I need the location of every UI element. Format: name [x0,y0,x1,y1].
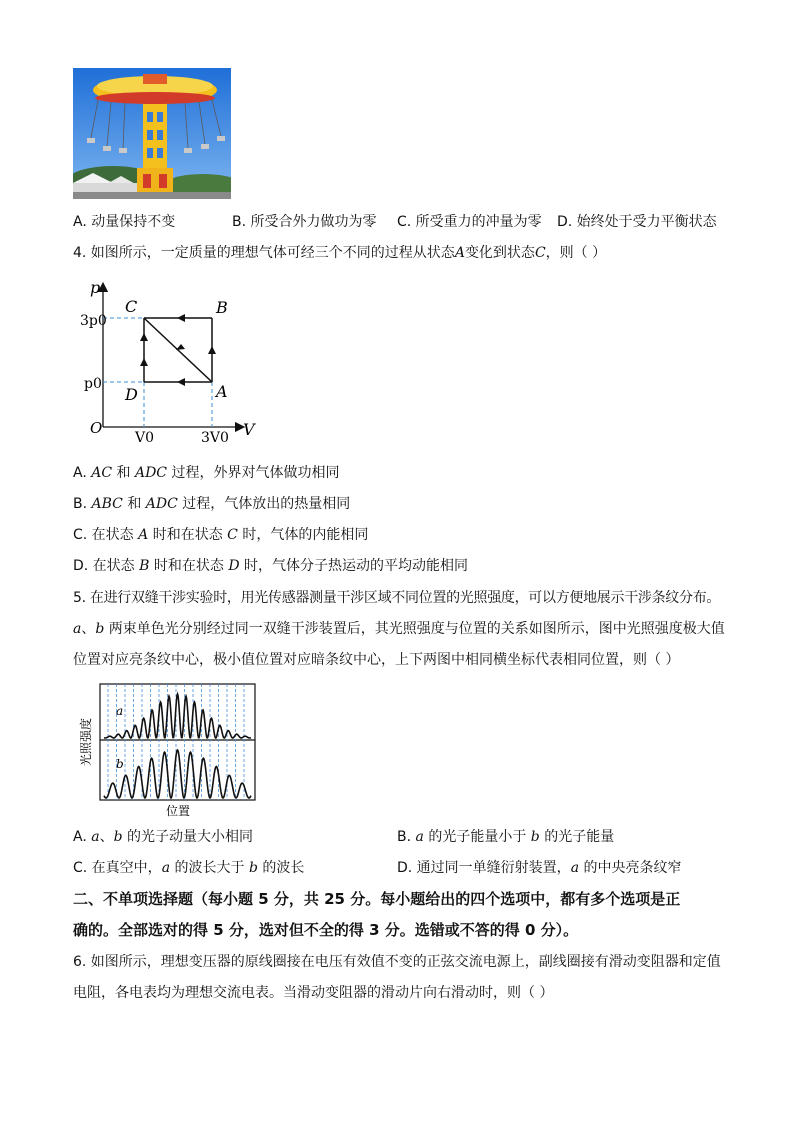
tick-3p0: 3p0 [80,313,107,329]
arrow-a-to-d [177,378,185,386]
chart-ylabel: 光照强度 [79,717,93,767]
arrow-a-to-b [208,346,216,354]
label-a: a [116,704,124,718]
segment-ac [144,318,212,382]
q5-option-c: C. 在真空中，a 的波长大于 b 的波长 [73,860,305,876]
q5-option-a: A. a、b 的光子动量大小相同 [73,829,254,845]
q6-line2: 电阻，各电表均为理想交流电表。当滑动变阻器的滑动片向右滑动时，则（ ） [73,985,554,1001]
label-c: C [125,297,138,316]
q5-line3: 位置对应亮条纹中心，极小值位置对应暗条纹中心，上下两图中相同横坐标代表相同位置，则（ ） [73,652,680,668]
chart-xlabel: 位置 [165,804,191,818]
pv-diagram [80,275,265,450]
label-b: b [116,757,124,771]
q4-option-b: B. ABC 和 ADC 过程，气体放出的热量相同 [73,496,351,512]
arrow-d-to-c-upper [140,333,148,341]
arrow-a-to-c [176,344,185,350]
swing-ride-photo [73,68,231,199]
p-axis-label: p [90,278,101,297]
origin-label: O [90,419,103,437]
section2-heading-line1: 二、不单项选择题（每小题 5 分，共 25 分。每小题给出的四个选项中，都有多个选项是正 [73,890,681,908]
label-d: D [125,385,138,404]
curve-a [104,694,251,738]
arrow-b-to-c [177,314,185,322]
q5-option-d: D. 通过同一单缝衍射装置，a 的中央亮条纹窄 [397,860,682,876]
q3-option-d: D. 始终处于受力平衡状态 [557,214,717,230]
q3-option-c: C. 所受重力的冲量为零 [397,214,542,230]
q5-line2: a、b 两束单色光分别经过同一双缝干涉装置后，其光照强度与位置的关系如图所示，图中光照强度极大值 [73,621,725,637]
tick-p0: p0 [84,376,102,392]
label-b: B [216,298,228,317]
label-a: A [216,382,228,401]
q5-line1: 5. 在进行双缝干涉实验时，用光传感器测量干涉区域不同位置的光照强度，可以方便地展示干涉条纹分布。 [73,590,721,606]
tick-v0: V0 [135,430,155,446]
v-axis-label: V [243,420,255,439]
q5-option-b: B. a 的光子能量小于 b 的光子能量 [397,829,615,845]
q4-option-d: D. 在状态 B 时和在状态 D 时，气体分子热运动的平均动能相同 [73,558,469,574]
q6-line1: 6. 如图所示，理想变压器的原线圈接在电压有效值不变的正弦交流电源上，副线圈接有滑动变阻器和定值 [73,954,721,970]
interference-chart [78,682,258,820]
q4-stem: 4. 如图所示，一定质量的理想气体可经三个不同的过程从状态A变化到状态C，则（ ） [73,245,607,261]
q3-option-a: A. 动量保持不变 [73,214,176,230]
q3-option-b: B. 所受合外力做功为零 [232,214,377,230]
arrow-d-to-c-lower [140,358,148,366]
q4-option-a: A. AC 和 ADC 过程，外界对气体做功相同 [73,465,340,481]
curve-b [104,750,251,798]
q4-option-c: C. 在状态 A 时和在状态 C 时，气体的内能相同 [73,527,369,543]
tick-3v0: 3V0 [201,430,229,446]
section2-heading-line2: 确的。全部选对的得 5 分，选对但不全的得 3 分。选错或不答的得 0 分）。 [73,921,579,939]
